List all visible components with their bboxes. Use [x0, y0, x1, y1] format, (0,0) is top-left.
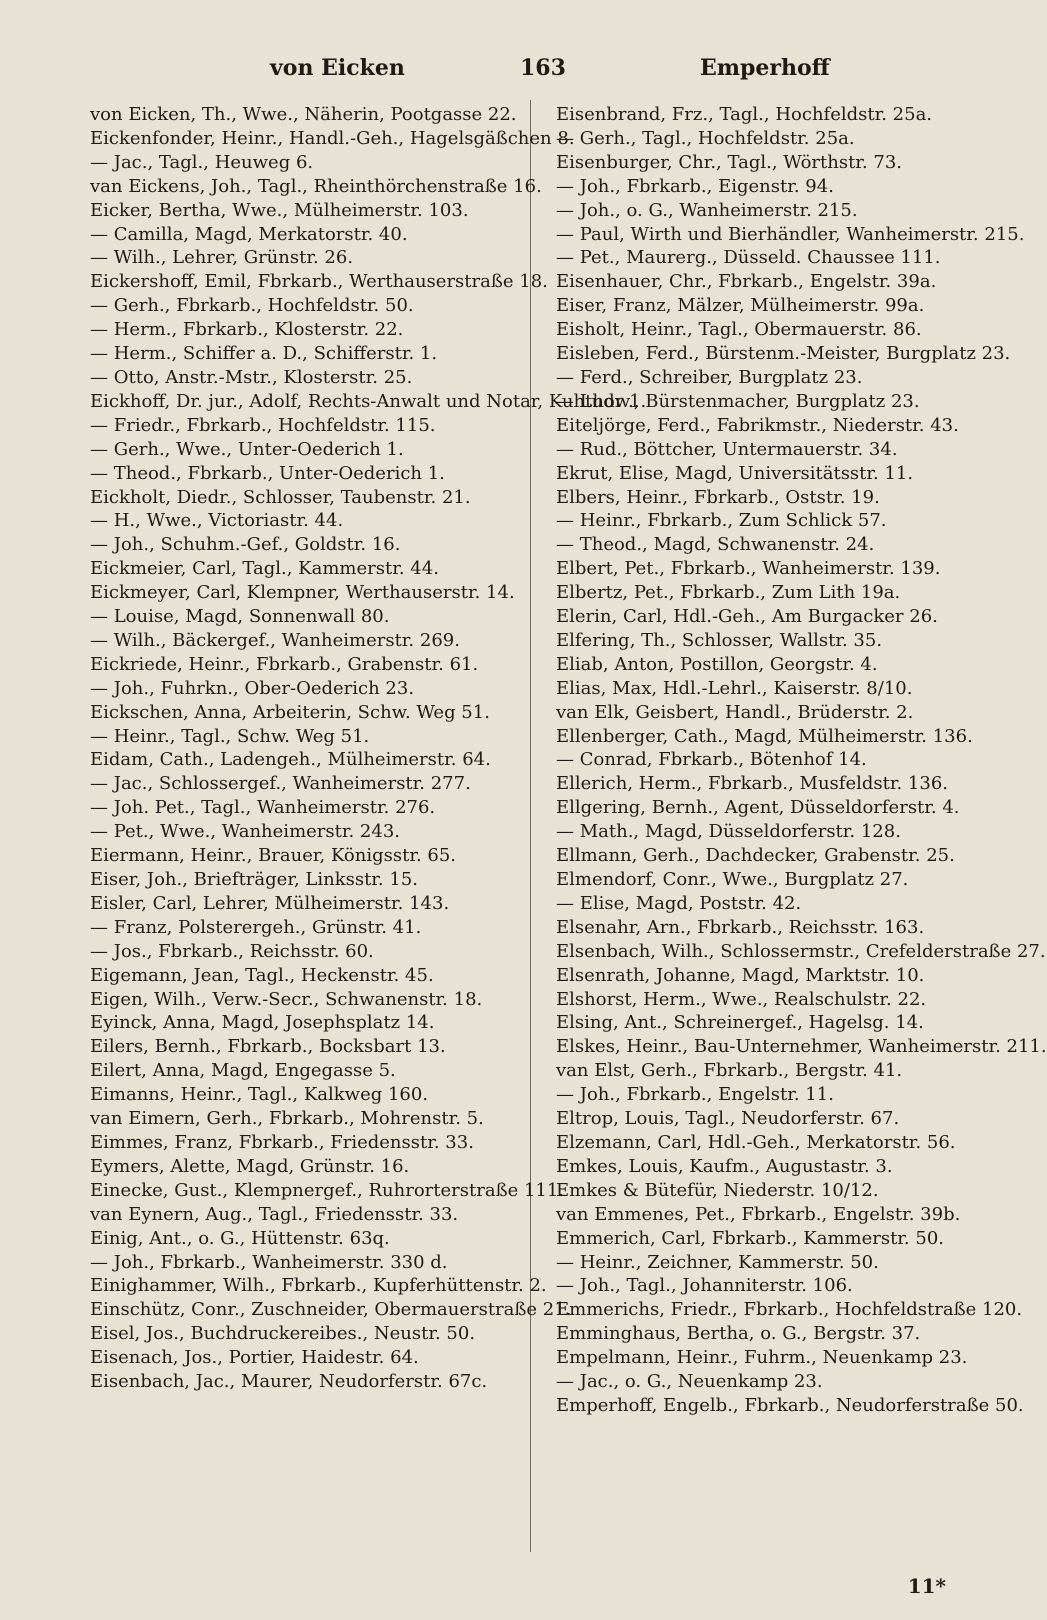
directory-entry: — Heinr., Fbrkarb., Zum Schlick 57.	[556, 510, 887, 532]
directory-entry: Eickriede, Heinr., Fbrkarb., Grabenstr. 61.	[90, 653, 479, 675]
directory-entry: Emminghaus, Bertha, o. G., Bergstr. 37.	[556, 1323, 921, 1345]
directory-entry: — Jac., Tagl., Heuweg 6.	[90, 151, 314, 173]
directory-entry: Eisleben, Ferd., Bürstenm.-Meister, Burgplatz 23.	[556, 343, 1011, 365]
directory-entry: van Eimern, Gerh., Fbrkarb., Mohrenstr. 5.	[90, 1108, 484, 1130]
directory-entry: Eiser, Joh., Briefträger, Linksstr. 15.	[90, 869, 418, 890]
directory-entry: Ellenberger, Cath., Magd, Mülheimerstr. 136.	[556, 725, 973, 747]
directory-entry: — Joh., Fuhrkn., Ober-Oederich 23.	[90, 677, 415, 699]
directory-entry: van Eickens, Joh., Tagl., Rheinthörchenstraße 16.	[90, 175, 542, 197]
directory-entry: — Joh., Schuhm.-Gef., Goldstr. 16.	[90, 534, 401, 556]
directory-entry: Eisler, Carl, Lehrer, Mülheimerstr. 143.	[90, 892, 450, 914]
directory-entry: Eimanns, Heinr., Tagl., Kalkweg 160.	[90, 1084, 429, 1106]
left-column	[90, 103, 647, 1394]
directory-entry: Elsenbach, Wilh., Schlossermstr., Crefelderstraße 27.	[556, 940, 1046, 962]
directory-entry: Elias, Max, Hdl.-Lehrl., Kaiserstr. 8/10.	[556, 677, 913, 699]
directory-entry: — Jac., Schlossergef., Wanheimerstr. 277.	[90, 773, 471, 795]
directory-entry: Eidam, Cath., Ladengeh., Mülheimerstr. 64.	[90, 749, 491, 771]
directory-entry: — Joh., Fbrkarb., Wanheimerstr. 330 d.	[90, 1251, 448, 1273]
directory-entry: — Jac., o. G., Neuenkamp 23.	[556, 1371, 823, 1393]
directory-entry: — Joh., o. G., Wanheimerstr. 215.	[556, 199, 858, 221]
directory-entry: Emkes & Bütefür, Niederstr. 10/12.	[556, 1179, 879, 1201]
directory-entry: Eickershoff, Emil, Fbrkarb., Werthauserstraße 18.	[90, 271, 548, 293]
directory-entry: Eimmes, Franz, Fbrkarb., Friedensstr. 33.	[90, 1131, 474, 1153]
directory-entry: Einschütz, Conr., Zuschneider, Obermauerstraße 21.	[90, 1299, 572, 1321]
directory-entry: Eiermann, Heinr., Brauer, Königsstr. 65.	[90, 845, 457, 867]
directory-entry: Emperhoff, Engelb., Fbrkarb., Neudorferstraße 50.	[556, 1394, 1024, 1416]
directory-entry: — Camilla, Magd, Merkatorstr. 40.	[90, 223, 408, 245]
directory-entry: Elfering, Th., Schlosser, Wallstr. 35.	[556, 629, 883, 651]
directory-entry: von Eicken, Th., Wwe., Näherin, Pootgasse 22.	[90, 104, 517, 125]
directory-entry: Eickmeyer, Carl, Klempner, Werthauserstr. 14.	[90, 582, 515, 604]
directory-entry: — Math., Magd, Düsseldorferstr. 128.	[556, 821, 901, 843]
directory-entry: Eyinck, Anna, Magd, Josephsplatz 14.	[90, 1012, 435, 1034]
directory-entry: Emmerich, Carl, Fbrkarb., Kammerstr. 50.	[556, 1227, 945, 1249]
directory-entry: — Franz, Polsterergeh., Grünstr. 41.	[90, 916, 422, 938]
directory-entry: Elsenrath, Johanne, Magd, Marktstr. 10.	[556, 964, 925, 986]
directory-entry: Eigemann, Jean, Tagl., Heckenstr. 45.	[90, 964, 434, 986]
directory-entry: Eickenfonder, Heinr., Handl.-Geh., Hagelsgäßchen 8.	[90, 127, 575, 149]
directory-entry: Emmerichs, Friedr., Fbrkarb., Hochfeldstraße 120.	[556, 1299, 1023, 1321]
directory-entry: — Heinr., Tagl., Schw. Weg 51.	[90, 725, 370, 747]
directory-entry: — Joh., Fbrkarb., Eigenstr. 94.	[556, 175, 834, 197]
directory-entry: — Heinr., Zeichner, Kammerstr. 50.	[556, 1251, 879, 1273]
directory-entry: Emkes, Louis, Kaufm., Augustastr. 3.	[556, 1155, 893, 1177]
directory-entry: Eickhoff, Dr. jur., Adolf, Rechts-Anwalt und Notar, Kuhthor 1.	[90, 390, 647, 412]
directory-entry: Eigen, Wilh., Verw.-Secr., Schwanenstr. 18.	[90, 988, 483, 1010]
signature-mark: 11*	[907, 1574, 946, 1598]
directory-entry: Eilert, Anna, Magd, Engegasse 5.	[90, 1060, 396, 1082]
directory-entry: Ekrut, Elise, Magd, Universitätsstr. 11.	[556, 462, 914, 484]
directory-entry: — Pet., Maurerg., Düsseld. Chaussee 111.	[556, 247, 941, 269]
directory-entry: Eisenhauer, Chr., Fbrkarb., Engelstr. 39a.	[556, 271, 937, 293]
directory-entry: — Gerh., Wwe., Unter-Oederich 1.	[90, 438, 404, 460]
directory-entry: — Theod., Magd, Schwanenstr. 24.	[556, 534, 875, 556]
directory-entry: Elsenahr, Arn., Fbrkarb., Reichsstr. 163.	[556, 916, 925, 938]
directory-entry: — Herm., Schiffer a. D., Schifferstr. 1.	[90, 343, 438, 365]
column-divider	[530, 100, 531, 1552]
directory-entry: Eickschen, Anna, Arbeiterin, Schw. Weg 51.	[90, 701, 490, 723]
directory-entry: Eilers, Bernh., Fbrkarb., Bocksbart 13.	[90, 1036, 446, 1058]
directory-entry: Einighammer, Wilh., Fbrkarb., Kupferhüttenstr. 2.	[90, 1275, 547, 1297]
directory-entry: Elbers, Heinr., Fbrkarb., Oststr. 19.	[556, 486, 880, 508]
directory-entry: Eisenburger, Chr., Tagl., Wörthstr. 73.	[556, 151, 902, 173]
directory-entry: Eisenbrand, Frz., Tagl., Hochfeldstr. 25a.	[556, 104, 933, 125]
directory-entry: Elzemann, Carl, Hdl.-Geh., Merkatorstr. 56.	[556, 1131, 956, 1153]
directory-entry: Elshorst, Herm., Wwe., Realschulstr. 22.	[556, 988, 927, 1010]
directory-entry: — Wilh., Lehrer, Grünstr. 26.	[90, 247, 354, 269]
directory-entry: Elbertz, Pet., Fbrkarb., Zum Lith 19a.	[556, 582, 901, 604]
directory-entry: Einecke, Gust., Klempnergef., Ruhrorterstraße 111.	[90, 1179, 565, 1201]
directory-entry: Einig, Ant., o. G., Hüttenstr. 63q.	[90, 1227, 390, 1249]
directory-entry: — Gerh., Tagl., Hochfeldstr. 25a.	[556, 127, 855, 149]
right-column	[556, 103, 1047, 1418]
directory-entry: — Ferd., Schreiber, Burgplatz 23.	[556, 366, 863, 388]
directory-entry: — Wilh., Bäckergef., Wanheimerstr. 269.	[90, 629, 460, 651]
directory-entry: Eisel, Jos., Buchdruckereibes., Neustr. 50.	[90, 1323, 476, 1345]
directory-entry: van Emmenes, Pet., Fbrkarb., Engelstr. 39b.	[556, 1203, 961, 1225]
directory-entry: — Joh., Tagl., Johanniterstr. 106.	[556, 1275, 853, 1297]
directory-entry: — Conrad, Fbrkarb., Bötenhof 14.	[556, 749, 867, 771]
directory-entry: — Pet., Wwe., Wanheimerstr. 243.	[90, 821, 401, 843]
page-number: 163	[520, 55, 566, 81]
directory-entry: — Herm., Fbrkarb., Klosterstr. 22.	[90, 319, 404, 341]
directory-entry: Eliab, Anton, Postillon, Georgstr. 4.	[556, 653, 878, 675]
directory-entry: — Louise, Magd, Sonnenwall 80.	[90, 606, 390, 628]
directory-entry: — Paul, Wirth und Bierhändler, Wanheimerstr. 215.	[556, 223, 1025, 245]
directory-entry: Elmendorf, Conr., Wwe., Burgplatz 27.	[556, 869, 909, 890]
directory-entry: Eiser, Franz, Mälzer, Mülheimerstr. 99a.	[556, 295, 925, 317]
directory-entry: Elerin, Carl, Hdl.-Geh., Am Burgacker 26.	[556, 606, 938, 628]
directory-entry: Ellmann, Gerh., Dachdecker, Grabenstr. 25.	[556, 845, 955, 867]
directory-entry: van Elst, Gerh., Fbrkarb., Bergstr. 41.	[556, 1060, 903, 1082]
directory-entry: Empelmann, Heinr., Fuhrm., Neuenkamp 23.	[556, 1347, 968, 1369]
directory-entry: — H., Wwe., Victoriastr. 44.	[90, 510, 344, 532]
directory-entry: Elskes, Heinr., Bau-Unternehmer, Wanheimerstr. 211.	[556, 1036, 1047, 1058]
directory-entry: — Elise, Magd, Poststr. 42.	[556, 892, 802, 914]
directory-entry: — Theod., Fbrkarb., Unter-Oederich 1.	[90, 462, 445, 484]
directory-entry: Eisenach, Jos., Portier, Haidestr. 64.	[90, 1347, 419, 1369]
directory-entry: Eymers, Alette, Magd, Grünstr. 16.	[90, 1155, 410, 1177]
directory-entry: Eltrop, Louis, Tagl., Neudorferstr. 67.	[556, 1108, 900, 1130]
directory-entry: — Joh., Fbrkarb., Engelstr. 11.	[556, 1084, 834, 1106]
directory-entry: van Eynern, Aug., Tagl., Friedensstr. 33.	[90, 1203, 459, 1225]
directory-entry: — Otto, Anstr.-Mstr., Klosterstr. 25.	[90, 366, 413, 388]
directory-entry: Eiteljörge, Ferd., Fabrikmstr., Niederstr. 43.	[556, 414, 959, 436]
directory-entry: — Jos., Fbrkarb., Reichsstr. 60.	[90, 940, 374, 962]
directory-entry: — Joh. Pet., Tagl., Wanheimerstr. 276.	[90, 797, 436, 819]
directory-entry: — Ludw., Bürstenmacher, Burgplatz 23.	[556, 390, 920, 412]
directory-entry: — Gerh., Fbrkarb., Hochfeldstr. 50.	[90, 295, 414, 317]
directory-entry: — Rud., Böttcher, Untermauerstr. 34.	[556, 438, 898, 460]
directory-entry: Eicker, Bertha, Wwe., Mülheimerstr. 103.	[90, 199, 469, 221]
directory-entry: van Elk, Geisbert, Handl., Brüderstr. 2.	[556, 701, 914, 723]
directory-entry: Eisholt, Heinr., Tagl., Obermauerstr. 86.	[556, 319, 922, 341]
header-left-keyword: von Eicken	[270, 55, 405, 81]
directory-entry: Ellerich, Herm., Fbrkarb., Musfeldstr. 136.	[556, 773, 948, 795]
directory-entry: — Friedr., Fbrkarb., Hochfeldstr. 115.	[90, 414, 436, 436]
page-header	[90, 48, 960, 88]
header-right-keyword: Emperhoff	[700, 55, 830, 81]
directory-entry: Elbert, Pet., Fbrkarb., Wanheimerstr. 139.	[556, 558, 941, 580]
directory-entry: Eickholt, Diedr., Schlosser, Taubenstr. 21.	[90, 486, 471, 508]
directory-entry: Eisenbach, Jac., Maurer, Neudorferstr. 67c.	[90, 1371, 488, 1393]
directory-entry: Ellgering, Bernh., Agent, Düsseldorferstr. 4.	[556, 797, 960, 819]
directory-entry: Elsing, Ant., Schreinergef., Hagelsg. 14.	[556, 1012, 924, 1034]
directory-entry: Eickmeier, Carl, Tagl., Kammerstr. 44.	[90, 558, 439, 580]
